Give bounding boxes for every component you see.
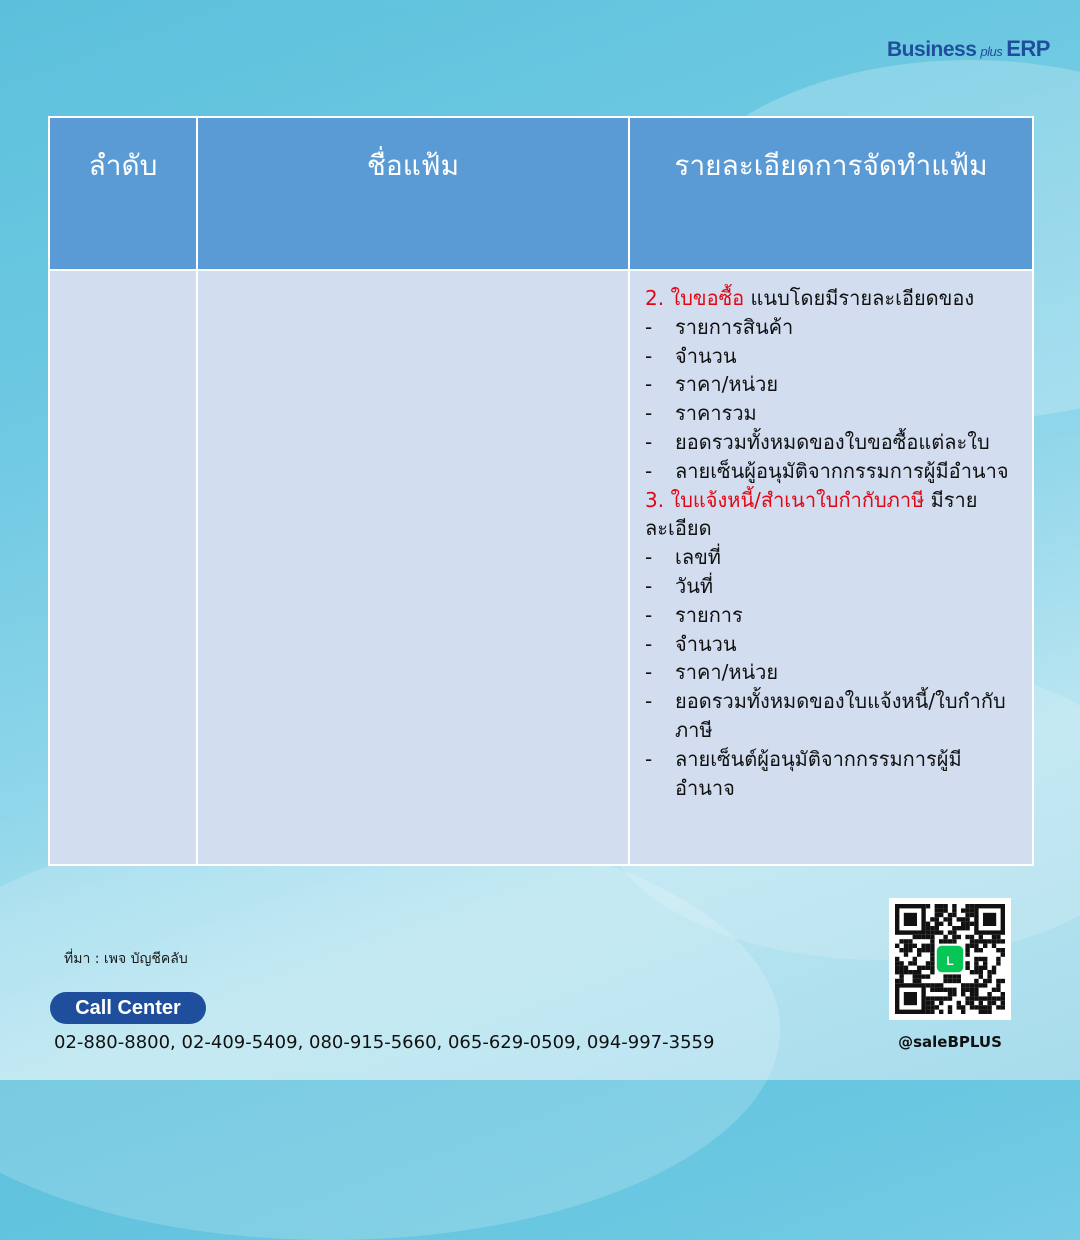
list-item-text: วันที่ — [675, 573, 714, 598]
list-item — [645, 370, 1021, 399]
bullet-dash: - — [645, 631, 653, 656]
call-center-badge: Call Center — [50, 992, 206, 1024]
list-item — [645, 428, 1021, 457]
header-order: ลำดับ — [49, 117, 197, 270]
detail-content — [631, 272, 1031, 802]
list-item — [645, 745, 1021, 803]
bullet-dash: - — [645, 602, 653, 627]
list-item-text: ลายเซ็นต์ผู้อนุมัติจากกรรมการผู้มีอำนาจ — [675, 746, 962, 800]
cell-order — [49, 270, 197, 865]
line-qr-code[interactable] — [889, 898, 1011, 1020]
bullet-dash: - — [645, 689, 653, 714]
bullet-dash: - — [645, 660, 653, 685]
list-item — [645, 543, 1021, 572]
bullet-dash: - — [645, 545, 653, 570]
list-item — [645, 572, 1021, 601]
brand-erp: ERP — [1006, 36, 1050, 61]
brand-plus: plus — [980, 44, 1003, 59]
qr-code-icon — [889, 898, 1011, 1020]
bullet-dash: - — [645, 401, 653, 426]
table-header-row — [49, 117, 1033, 270]
list-item — [645, 601, 1021, 630]
item2-heading — [645, 284, 1021, 313]
header-file-name: ชื่อแฟ้ม — [197, 117, 629, 270]
item3-label: 3. ใบแจ้งหนี้/สำเนาใบกำกับภาษี — [645, 487, 925, 512]
item3-bullet-list — [645, 543, 1021, 802]
table-row — [49, 270, 1033, 865]
brand-logo — [887, 36, 1050, 62]
list-item-text: จำนวน — [675, 631, 737, 656]
bullet-dash: - — [645, 429, 653, 454]
list-item-text: ราคา/หน่วย — [675, 660, 779, 685]
bullet-dash: - — [645, 746, 653, 771]
list-item — [645, 457, 1021, 486]
line-app-letter: L — [946, 954, 954, 969]
item2-label: 2. ใบขอซื้อ — [645, 286, 745, 310]
cell-file-details — [629, 270, 1033, 865]
item2-bullet-list — [645, 313, 1021, 486]
list-item-text: จำนวน — [675, 343, 737, 368]
bullet-dash: - — [645, 573, 653, 598]
brand-name: Business — [887, 38, 977, 61]
header-file-details: รายละเอียดการจัดทำแฟ้ม — [629, 117, 1033, 270]
list-item-text: ยอดรวมทั้งหมดของใบขอซื้อแต่ละใบ — [675, 429, 990, 454]
list-item-text: เลขที่ — [675, 545, 721, 570]
phone-numbers: 02-880-8800, 02-409-5409, 080-915-5660, 065-629-0509, 094-997-3559 — [54, 1032, 715, 1053]
file-details-table — [48, 116, 1034, 866]
item3-rest: มีรายละเอียด — [645, 487, 978, 541]
list-item — [645, 313, 1021, 342]
list-item — [645, 658, 1021, 687]
bullet-dash: - — [645, 343, 653, 368]
list-item — [645, 342, 1021, 371]
list-item-text: ราคารวม — [675, 401, 757, 426]
cell-file-name — [197, 270, 629, 865]
item3-heading — [645, 486, 1021, 544]
list-item-text: ลายเซ็นผู้อนุมัติจากกรรมการผู้มีอำนาจ — [675, 458, 1009, 483]
list-item-text: รายการสินค้า — [675, 314, 794, 339]
list-item — [645, 630, 1021, 659]
list-item-text: ยอดรวมทั้งหมดของใบแจ้งหนี้/ใบกำกับภาษี — [675, 689, 1006, 742]
line-id: @saleBPLUS — [898, 1033, 1002, 1051]
list-item-text: ราคา/หน่วย — [675, 372, 779, 397]
list-item — [645, 687, 1021, 745]
source-credit: ที่มา : เพจ บัญชีคลับ — [64, 951, 188, 967]
list-item — [645, 399, 1021, 428]
bullet-dash: - — [645, 314, 653, 339]
item2-rest: แนบโดยมีรายละเอียดของ — [744, 286, 975, 310]
list-item-text: รายการ — [675, 602, 743, 627]
bullet-dash: - — [645, 372, 653, 397]
bullet-dash: - — [645, 458, 653, 483]
